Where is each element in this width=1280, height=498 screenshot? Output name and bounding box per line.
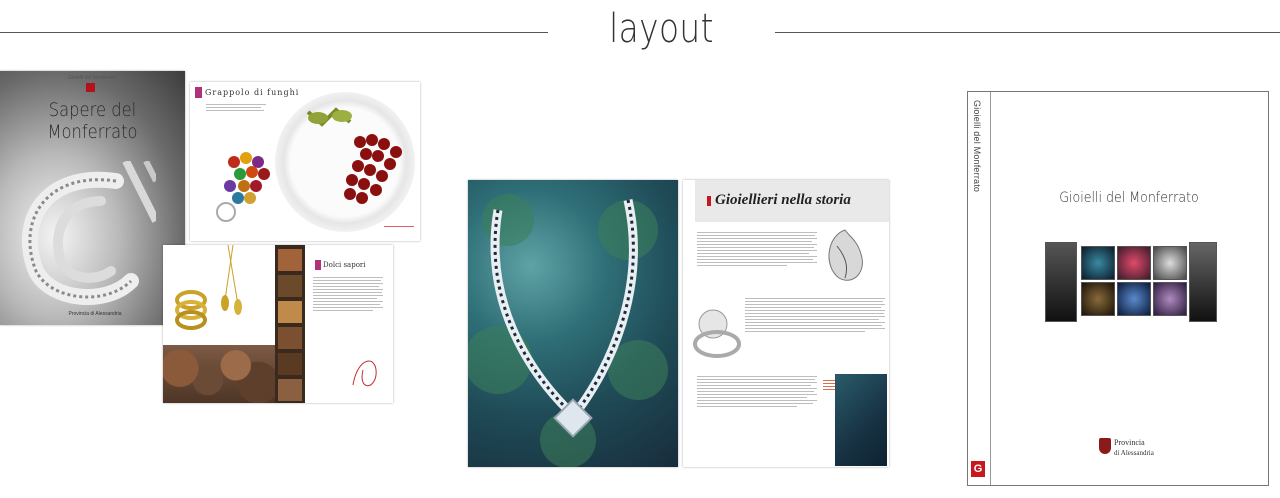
thumbnail xyxy=(278,327,302,349)
thumbnail xyxy=(278,379,302,401)
publisher-line1: Provincia xyxy=(1114,438,1145,447)
sapere-cover xyxy=(0,71,185,325)
necklace-thumbnail xyxy=(835,374,887,466)
body-text-2 xyxy=(745,298,885,334)
grappolo-page xyxy=(190,82,420,241)
thumbnail xyxy=(278,275,302,297)
grid-cell xyxy=(1189,242,1217,322)
cover-image-grid xyxy=(1045,242,1215,322)
necklace-image xyxy=(468,180,678,467)
grid-cell xyxy=(1153,246,1187,280)
body-text-3 xyxy=(697,376,817,409)
header-rule-right xyxy=(775,32,1280,33)
page-title: layout xyxy=(609,6,714,52)
brooch-image xyxy=(6,161,156,311)
necklace-page xyxy=(468,180,678,467)
grid-cell xyxy=(1081,246,1115,280)
body-text xyxy=(313,277,383,313)
cover-title: Gioielli del Monferrato xyxy=(1059,190,1199,206)
badge-icon: G xyxy=(971,461,985,477)
spine-text: Gioielli del Monferrato xyxy=(972,100,982,193)
pearl-ring-image xyxy=(687,300,743,360)
logo-square xyxy=(86,83,95,92)
crest-icon xyxy=(1099,438,1111,454)
publisher-line2: di Alessandria xyxy=(1114,449,1154,457)
dolci-heading: Dolci sapori xyxy=(323,261,366,269)
ring-sketch-image xyxy=(819,226,871,286)
thumbnail xyxy=(278,353,302,375)
header-rule-left xyxy=(0,32,548,33)
stones-image xyxy=(163,345,275,403)
rings-image xyxy=(163,245,278,345)
grapes-image xyxy=(190,82,420,241)
gioiellieri-spread xyxy=(683,180,889,467)
body-text xyxy=(697,232,817,268)
thumbnail xyxy=(278,249,302,271)
grid-cell xyxy=(1045,242,1077,322)
thumbnail xyxy=(278,301,302,323)
section-marker xyxy=(315,260,321,270)
gioiellieri-heading: Gioiellieri nella storia xyxy=(715,192,851,208)
grid-cell xyxy=(1153,282,1187,316)
grid-cell xyxy=(1117,282,1151,316)
grid-cell xyxy=(1117,246,1151,280)
gioielli-cover xyxy=(967,91,1269,486)
cover-small-caption: Gioielli del Monferrato xyxy=(68,75,117,81)
page-note xyxy=(384,226,414,233)
grid-cell xyxy=(1081,282,1115,316)
cover-title: Sapere del Monferrato xyxy=(47,99,138,143)
section-marker xyxy=(707,196,711,206)
dolci-spread xyxy=(163,245,393,403)
cover-publisher: Provincia di Alessandria xyxy=(68,311,122,317)
sketch-image xyxy=(348,345,388,395)
grappolo-heading: Grappolo di funghi xyxy=(205,88,300,97)
